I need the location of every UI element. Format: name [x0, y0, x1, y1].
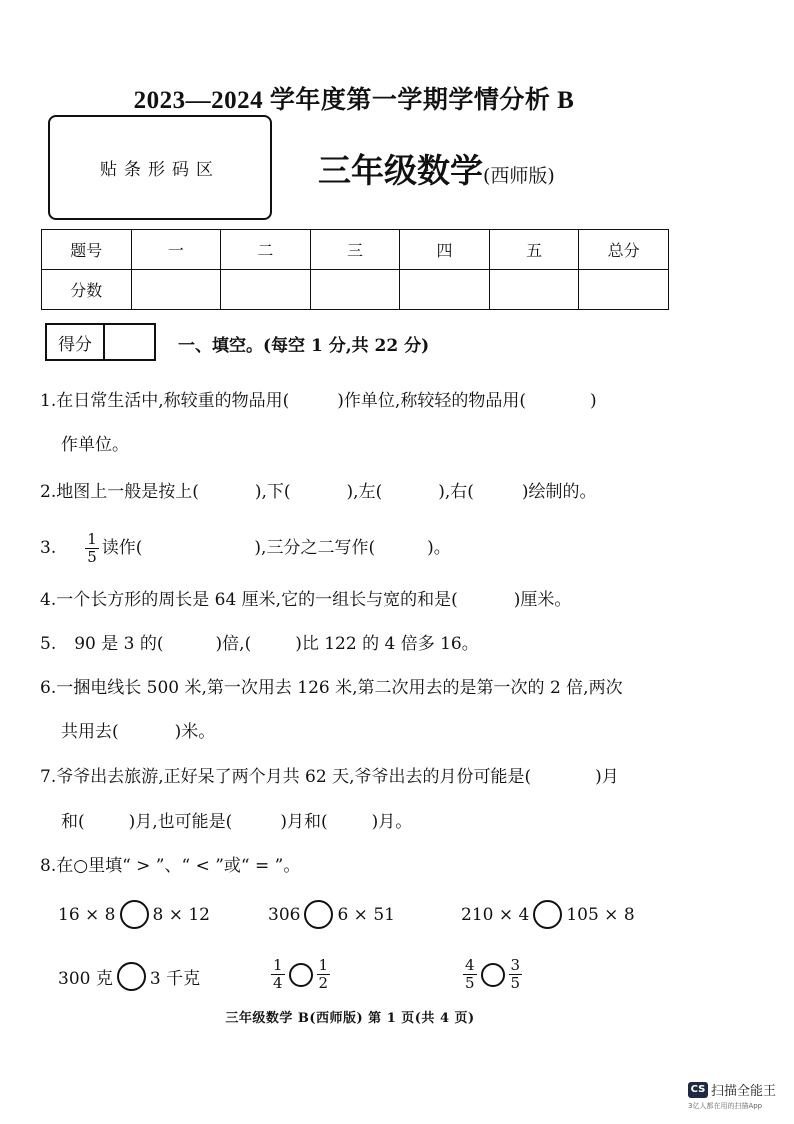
question-2 — [40, 481, 597, 503]
question-text: 在日常生活中,称较重的物品用( — [56, 391, 290, 411]
score-cell: 题号 — [42, 230, 132, 270]
score-input-cell[interactable] — [400, 270, 490, 310]
section-title: 一、填空。(每空 1 分,共 22 分) — [178, 336, 430, 356]
question-text: 在○里填“ > ”、“ < ”或“ = ”。 — [56, 856, 301, 876]
fraction-numerator: 1 — [273, 956, 283, 974]
fraction — [271, 958, 285, 991]
fraction-denominator: 4 — [273, 974, 283, 992]
comparison-item — [58, 962, 200, 991]
question-1-continued — [61, 434, 129, 456]
question-text: 和( — [61, 812, 85, 832]
page-title: 2023—2024 学年度第一学期学情分析 B — [133, 87, 575, 114]
comparison-item — [58, 900, 210, 929]
watermark-tagline: 3亿人都在用的扫描App — [688, 1102, 763, 1110]
score-table-header-row — [42, 230, 669, 270]
question-text: 爷爷出去旅游,正好呆了两个月共 62 天,爷爷出去的月份可能是( — [56, 767, 532, 787]
fraction-numerator: 1 — [318, 956, 329, 974]
fraction-numerator: 1 — [87, 530, 97, 548]
subject-name: 三年级数学 — [318, 151, 483, 190]
comparison-left: 16 × 8 — [58, 904, 116, 925]
comparison-circle[interactable] — [481, 963, 505, 987]
question-6 — [40, 677, 623, 699]
comparison-left: 210 × 4 — [461, 904, 530, 925]
scanner-watermark — [688, 1080, 776, 1111]
question-7-continued — [61, 811, 412, 833]
question-text: )倍,( — [215, 634, 252, 654]
question-6-continued — [61, 721, 215, 743]
fraction — [85, 532, 99, 565]
comparison-item — [461, 900, 635, 929]
comparison-item — [268, 958, 333, 991]
question-number: 1. — [40, 391, 57, 411]
score-cell: 三 — [310, 230, 400, 270]
question-text: )月 — [595, 767, 619, 787]
score-input-cell[interactable] — [489, 270, 579, 310]
score-table — [41, 229, 669, 310]
score-cell: 总分 — [579, 230, 669, 270]
question-number: 4. — [40, 590, 57, 610]
question-text: )米。 — [174, 722, 216, 742]
fraction — [463, 958, 477, 991]
comparison-circle[interactable] — [289, 963, 313, 987]
question-text: 90 是 3 的( — [74, 634, 164, 654]
section-score-label: 得分 — [47, 325, 105, 359]
question-number: 7. — [40, 767, 57, 787]
question-text: )厘米。 — [513, 590, 572, 610]
watermark-name: 扫描全能王 — [711, 1084, 777, 1099]
score-table-score-row — [42, 270, 669, 310]
fraction-denominator: 5 — [465, 974, 475, 992]
question-8 — [40, 855, 300, 877]
comparison-circle[interactable] — [533, 900, 562, 929]
comparison-circle[interactable] — [304, 900, 333, 929]
comparison-right: 3 千克 — [149, 969, 201, 989]
question-text: ),下( — [254, 482, 291, 502]
question-number: 8. — [40, 856, 57, 876]
score-cell: 分数 — [42, 270, 132, 310]
question-4 — [40, 589, 571, 611]
barcode-area-label: 贴条形码区 — [100, 160, 220, 180]
score-cell: 一 — [131, 230, 221, 270]
question-text: 一个长方形的周长是 64 厘米,它的一组长与宽的和是( — [56, 590, 458, 610]
question-text: )比 122 的 4 倍多 16。 — [295, 634, 479, 654]
comparison-left: 300 克 — [58, 969, 113, 989]
fraction-denominator: 5 — [510, 974, 521, 992]
question-text: 读作( — [101, 538, 143, 558]
subject-title — [318, 145, 555, 192]
section-score-input[interactable] — [105, 325, 154, 359]
score-input-cell[interactable] — [131, 270, 221, 310]
question-text: )月和( — [280, 812, 328, 832]
fraction — [509, 958, 523, 991]
question-text: )作单位,称较轻的物品用( — [337, 391, 526, 411]
question-7 — [40, 766, 619, 788]
score-input-cell[interactable] — [310, 270, 400, 310]
question-text: )绘制的。 — [521, 482, 597, 502]
question-number: 2. — [40, 482, 57, 502]
fraction — [317, 958, 331, 991]
question-number: 6. — [40, 678, 57, 698]
question-text: 地图上一般是按上( — [56, 482, 199, 502]
score-input-cell[interactable] — [221, 270, 311, 310]
question-text: ),三分之二写作( — [254, 538, 376, 558]
comparison-right: 8 × 12 — [152, 904, 210, 925]
page-footer: 三年级数学 B(西师版) 第 1 页(共 4 页) — [225, 1011, 475, 1026]
barcode-area — [48, 115, 272, 220]
question-text: )。 — [427, 538, 451, 558]
question-text: 一捆电线长 500 米,第一次用去 126 米,第二次用去的是第一次的 2 倍,两次 — [56, 678, 623, 698]
score-input-cell[interactable] — [579, 270, 669, 310]
subject-edition: (西师版) — [483, 165, 555, 187]
comparison-item — [268, 900, 395, 929]
question-3 — [40, 532, 451, 565]
question-1 — [40, 390, 597, 412]
fraction-numerator: 3 — [510, 956, 521, 974]
question-text: ),右( — [438, 482, 474, 502]
fraction-denominator: 5 — [87, 548, 97, 566]
comparison-circle[interactable] — [117, 962, 146, 991]
question-5 — [40, 633, 479, 655]
question-number: 5. — [40, 634, 57, 654]
question-text: ) — [589, 391, 597, 411]
comparison-right: 105 × 8 — [566, 904, 635, 925]
question-text: 共用去( — [61, 722, 119, 742]
score-cell: 二 — [221, 230, 311, 270]
question-text: )月。 — [371, 812, 413, 832]
comparison-left: 306 — [268, 904, 301, 925]
question-text: 作单位。 — [61, 435, 129, 455]
comparison-item — [460, 958, 525, 991]
score-cell: 四 — [400, 230, 490, 270]
comparison-circle[interactable] — [120, 900, 149, 929]
camscanner-logo-icon: CS — [688, 1082, 708, 1098]
section-score-box — [45, 323, 156, 361]
question-text: )月,也可能是( — [128, 812, 233, 832]
comparison-right: 6 × 51 — [337, 904, 395, 925]
score-cell: 五 — [489, 230, 579, 270]
fraction-numerator: 4 — [465, 956, 475, 974]
fraction-denominator: 2 — [318, 974, 329, 992]
question-text: ),左( — [346, 482, 383, 502]
question-number: 3. — [40, 538, 57, 558]
